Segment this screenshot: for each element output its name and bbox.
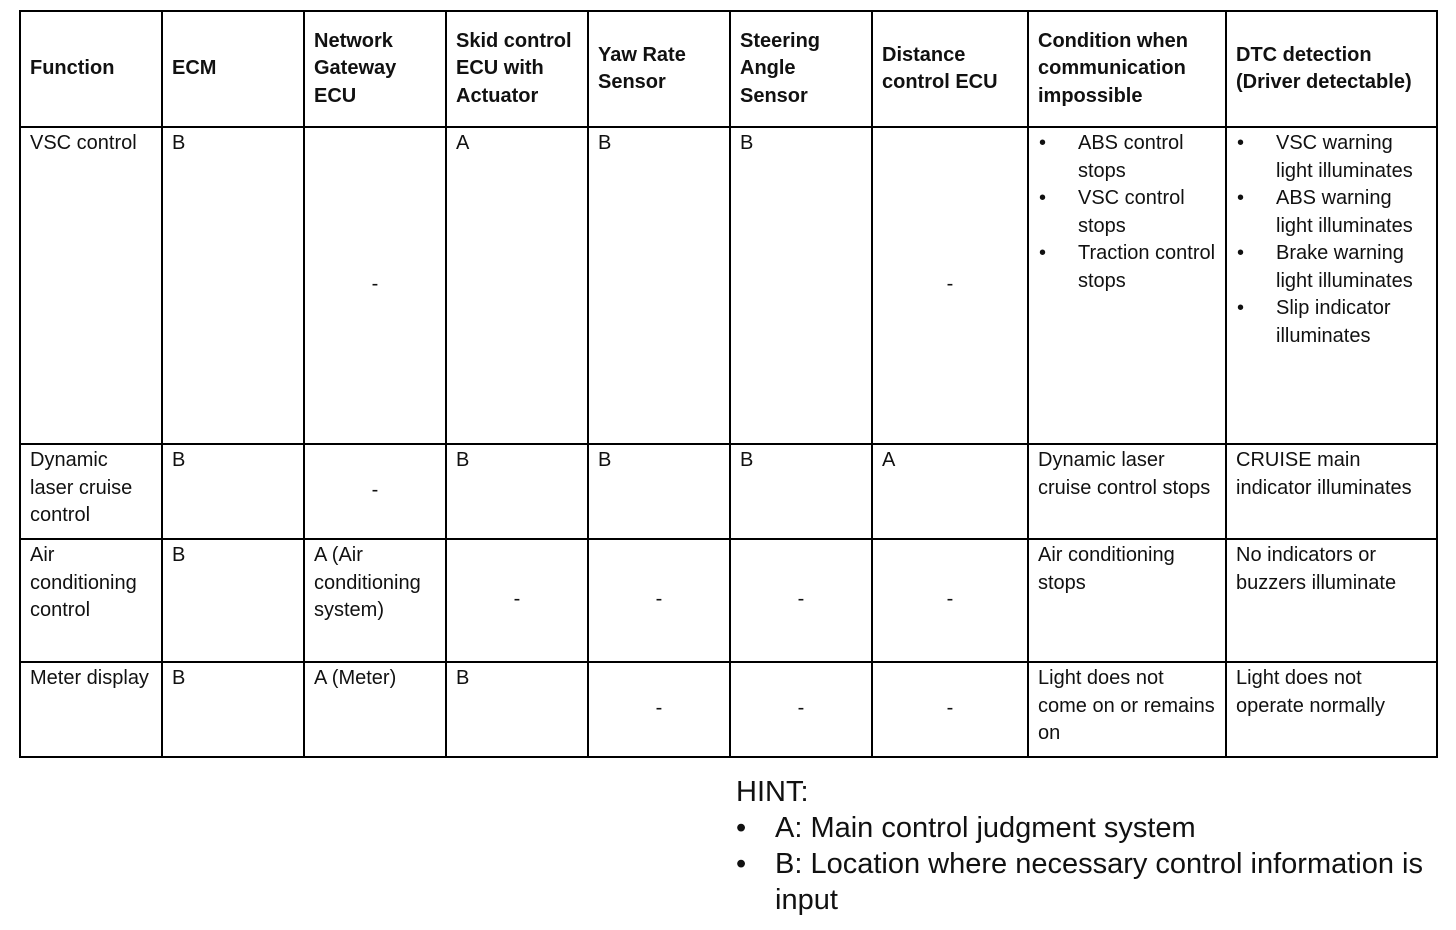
list-item: • Brake warning light illuminates <box>1236 240 1427 295</box>
cell-ecm: B <box>162 444 304 539</box>
list-item: • ABS warning light illuminates <box>1236 185 1427 240</box>
cell-ecm: B <box>162 662 304 757</box>
condition-list <box>1038 130 1216 295</box>
cell-steering: - <box>730 662 872 757</box>
cell-skid: - <box>446 539 588 662</box>
dtc-list <box>1236 130 1427 350</box>
cell-condition <box>1028 127 1226 444</box>
cell-distance: - <box>872 127 1028 444</box>
cell-yaw: B <box>588 127 730 444</box>
cell-condition: Dynamic laser cruise control stops <box>1028 444 1226 539</box>
cell-function: Dynamic laser cruise control <box>20 444 162 539</box>
header-distance-control-ecu: Distance control ECU <box>872 11 1028 127</box>
list-item: • Traction control stops <box>1038 240 1216 295</box>
cell-dtc: Light does not operate normally <box>1226 662 1437 757</box>
header-skid-control-ecu: Skid control ECU with Actuator <box>446 11 588 127</box>
cell-yaw: - <box>588 539 730 662</box>
cell-steering: - <box>730 539 872 662</box>
cell-steering: B <box>730 127 872 444</box>
cell-distance: - <box>872 662 1028 757</box>
compatibility-table <box>19 10 1438 758</box>
cell-gateway: - <box>304 444 446 539</box>
cell-condition: Air conditioning stops <box>1028 539 1226 662</box>
cell-gateway: A (Air conditioning system) <box>304 539 446 662</box>
cell-function: Meter display <box>20 662 162 757</box>
header-condition: Condition when communication impossible <box>1028 11 1226 127</box>
cell-function: Air conditioning control <box>20 539 162 662</box>
list-item: • Slip indicator illuminates <box>1236 295 1427 350</box>
header-ecm: ECM <box>162 11 304 127</box>
cell-steering: B <box>730 444 872 539</box>
cell-ecm: B <box>162 127 304 444</box>
cell-gateway: - <box>304 127 446 444</box>
cell-ecm: B <box>162 539 304 662</box>
header-network-gateway-ecu: Network Gateway ECU <box>304 11 446 127</box>
cell-skid: B <box>446 444 588 539</box>
hint-title: HINT: <box>736 776 809 808</box>
cell-gateway: A (Meter) <box>304 662 446 757</box>
list-item: • ABS control stops <box>1038 130 1216 185</box>
hint-item: • A: Main control judgment system <box>736 810 1436 846</box>
cell-distance: A <box>872 444 1028 539</box>
cell-yaw: B <box>588 444 730 539</box>
cell-yaw: - <box>588 662 730 757</box>
cell-function: VSC control <box>20 127 162 444</box>
list-item: • VSC control stops <box>1038 185 1216 240</box>
header-yaw-rate-sensor: Yaw Rate Sensor <box>588 11 730 127</box>
cell-dtc: No indicators or buzzers illuminate <box>1226 539 1437 662</box>
table-row <box>20 127 1437 444</box>
table-row <box>20 662 1437 757</box>
cell-dtc <box>1226 127 1437 444</box>
cell-distance: - <box>872 539 1028 662</box>
hint-item: • B: Location where necessary control information is input <box>736 846 1436 918</box>
header-steering-angle-sensor: Steering Angle Sensor <box>730 11 872 127</box>
cell-condition: Light does not come on or remains on <box>1028 662 1226 757</box>
header-dtc-detection: DTC detection (Driver detectable) <box>1226 11 1437 127</box>
hint-list <box>736 810 1436 918</box>
cell-dtc: CRUISE main indicator illuminates <box>1226 444 1437 539</box>
cell-skid: A <box>446 127 588 444</box>
header-function: Function <box>20 11 162 127</box>
table-row <box>20 444 1437 539</box>
table-row <box>20 539 1437 662</box>
hint-block <box>736 774 1436 918</box>
header-row <box>20 11 1437 127</box>
cell-skid: B <box>446 662 588 757</box>
list-item: • VSC warning light illuminates <box>1236 130 1427 185</box>
